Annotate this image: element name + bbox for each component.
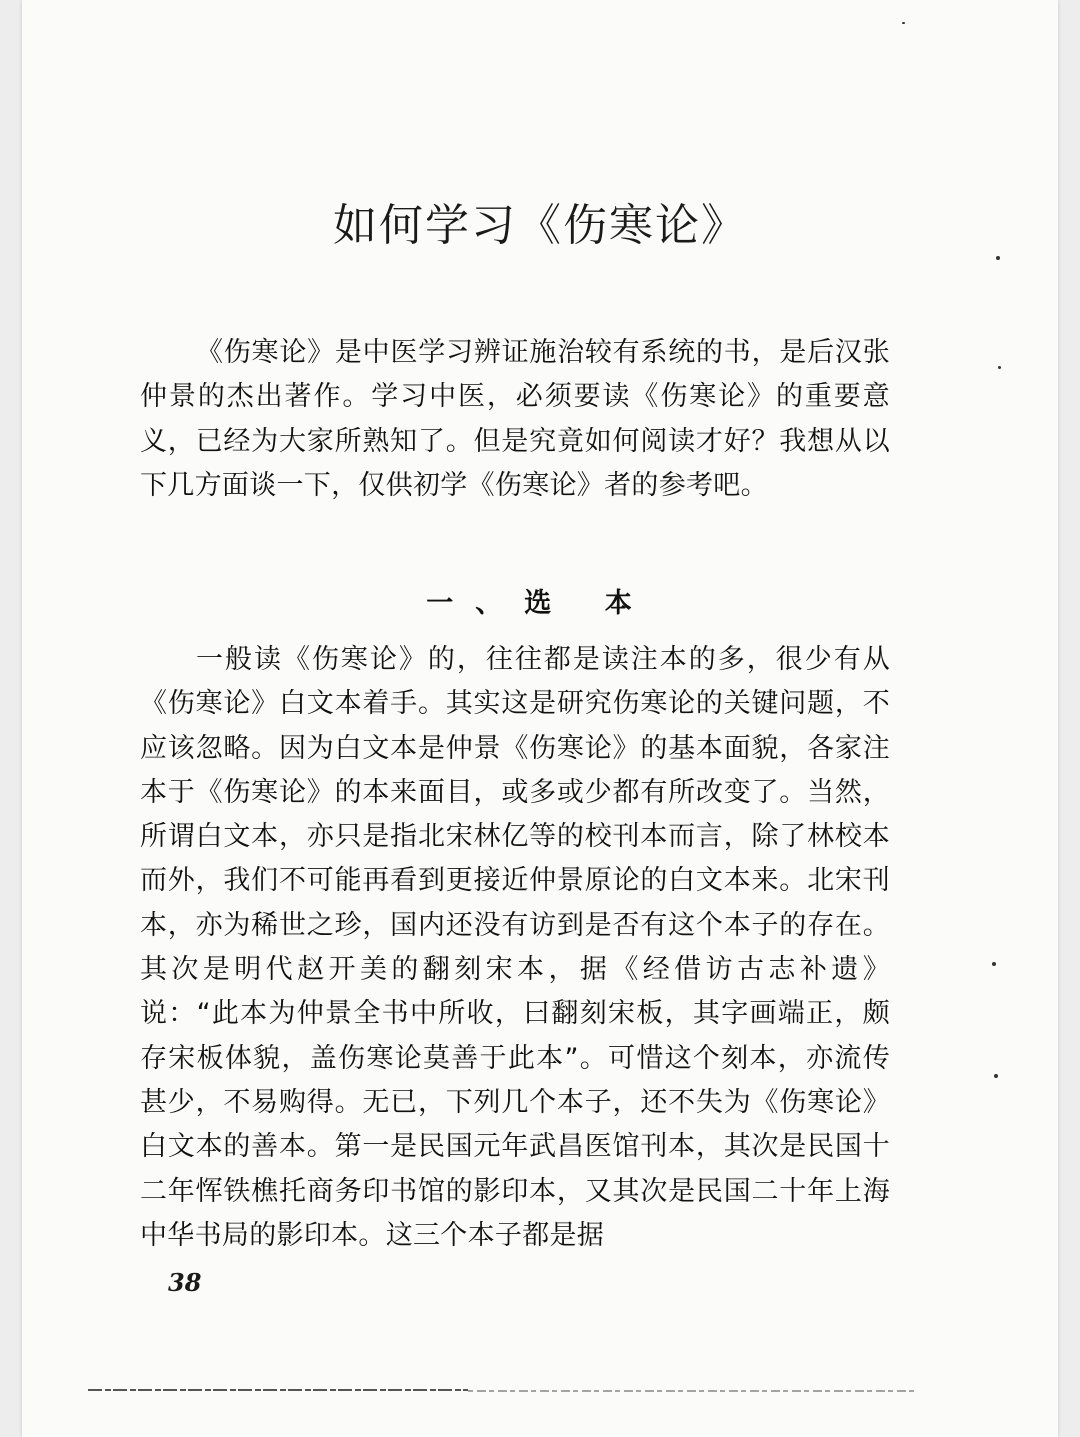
document-page — [22, 0, 1058, 1437]
scan-speck — [998, 366, 1001, 369]
page-number: 38 — [168, 1268, 202, 1297]
scan-speck — [902, 22, 905, 24]
body-paragraph: 一般读《伤寒论》的，往往都是读注本的多，很少有从《伤寒论》白文本着手。其实这是研究伤寒论的关键问题，不应该忽略。因为白文本是仲景《伤寒论》的基本面貌，各家注本于《伤寒论》的本来面目，或多或少都有所改变了。当然，所谓白文本，亦只是指北宋林亿等的校刊本而言，除了林校本而外，我们不可能再看到更接近仲景原论的白文本来。北宋刊本，亦为稀世之珍，国内还没有访到是否有这个本子的存在。其次是明代赵开美的翻刻宋本，据《经借访古志补遗》说：“此本为仲景全书中所收，曰翻刻宋板，其字画端正，颇存宋板体貌，盖伤寒论莫善于此本”。可惜这个刻本，亦流传甚少，不易购得。无已，下列几个本子，还不失为《伤寒论》白文本的善本。第一是民国元年武昌医馆刊本，其次是民国十二年恽铁樵托商务印书馆的影印本，又其次是民国二十年上海中华书局的影印本。这三个本子都是据 — [140, 644, 890, 1251]
page-title: 如何学习《伤寒论》 — [333, 200, 747, 251]
scan-speck — [996, 256, 1000, 260]
section-heading: 一、选 本 — [426, 588, 654, 619]
scan-edge-artifact — [88, 1388, 918, 1393]
scan-speck — [994, 1074, 998, 1078]
intro-paragraph: 《伤寒论》是中医学习辨证施治较有系统的书，是后汉张仲景的杰出著作。学习中医，必须要读《伤寒论》的重要意义，已经为大家所熟知了。但是究竟如何阅读才好？我想从以下几方面谈一下，仅供初学《伤寒论》者的参考吧。 — [140, 337, 890, 501]
scan-speck — [992, 962, 996, 966]
